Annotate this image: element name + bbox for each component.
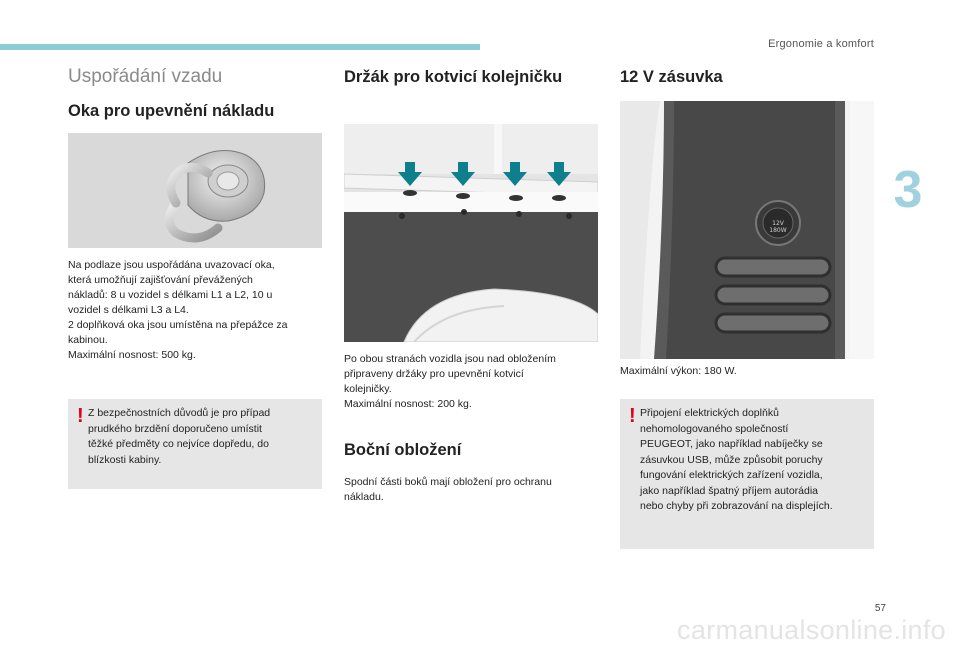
heading-tie-down-rings: Oka pro upevnění nákladu xyxy=(68,102,275,120)
warning-box-accessories xyxy=(620,399,874,549)
body-line: která umožňují zajišťování převážených xyxy=(68,274,253,286)
warning-box-heavy-items xyxy=(68,399,322,489)
warning-line: těžké předměty co nejvíce dopředu, do xyxy=(88,438,269,450)
body-line: Spodní části boků mají obložení pro ochranu xyxy=(344,476,552,488)
body-line: Na podlaze jsou uspořádána uvazovací oka, xyxy=(68,259,275,271)
warning-text xyxy=(640,406,868,515)
header-accent-bar xyxy=(0,44,480,50)
body-line: 2 doplňková oka jsou umístěna na přepážce za xyxy=(68,319,288,331)
body-line: Maximální výkon: 180 W. xyxy=(620,365,737,377)
heading-rail-bracket: Držák pro kotvicí kolejničku xyxy=(344,68,563,86)
chapter-label: Ergonomie a komfort xyxy=(768,38,874,50)
page-number: 57 xyxy=(874,603,886,614)
body-line: kabinou. xyxy=(68,334,108,346)
warning-line: Z bezpečnostních důvodů je pro případ xyxy=(88,407,271,419)
socket-description xyxy=(620,364,874,379)
warning-icon: ! xyxy=(629,405,636,427)
warning-line: blízkosti kabiny. xyxy=(88,453,162,466)
chapter-number: 3 xyxy=(893,161,923,219)
heading-side-lining: Boční obložení xyxy=(344,441,462,459)
rail-bracket-arrows-illustration xyxy=(344,124,598,342)
rail-bracket-description xyxy=(344,352,606,412)
body-line: nákladu. xyxy=(344,491,384,503)
body-line: připraveny držáky pro upevnění kotvicí xyxy=(344,368,524,380)
watermark: carmanualsonline.info xyxy=(677,615,946,645)
warning-line: nebo chyby při zobrazování na displejích. xyxy=(640,500,833,512)
warning-text xyxy=(88,406,316,468)
body-line: vozidel s délkami L3 a L4. xyxy=(68,304,189,316)
body-line: kolejničky. xyxy=(344,383,392,395)
body-line: Maximální nosnost: 200 kg. xyxy=(344,398,472,410)
warning-line: PEUGEOT, jako například nabíječky se xyxy=(640,438,823,450)
warning-icon: ! xyxy=(77,405,84,427)
body-line: Po obou stranách vozidla jsou nad obložením xyxy=(344,353,556,365)
warning-line: Připojení elektrických doplňků xyxy=(640,407,779,419)
tie-down-ring-illustration xyxy=(68,133,322,248)
warning-line: prudkého brzdění doporučeno umístit xyxy=(88,422,262,435)
socket-panel-illustration xyxy=(620,101,874,359)
body-line: nákladů: 8 u vozidel s délkami L1 a L2, 10 u xyxy=(68,289,273,301)
warning-line: fungování elektrických zařízení vozidla, xyxy=(640,469,823,481)
warning-line: nehomologovaného společností xyxy=(640,422,789,435)
socket-label: 12V 180W xyxy=(769,220,787,234)
side-lining-description xyxy=(344,475,606,505)
warning-line: zásuvkou USB, může způsobit poruchy xyxy=(640,453,823,466)
section-title: Uspořádání vzadu xyxy=(68,66,223,87)
warning-line: jako například špatný příjem autorádia xyxy=(640,484,819,497)
tie-down-description xyxy=(68,258,330,363)
heading-12v-socket: 12 V zásuvka xyxy=(620,68,723,86)
body-line: Maximální nosnost: 500 kg. xyxy=(68,349,196,361)
